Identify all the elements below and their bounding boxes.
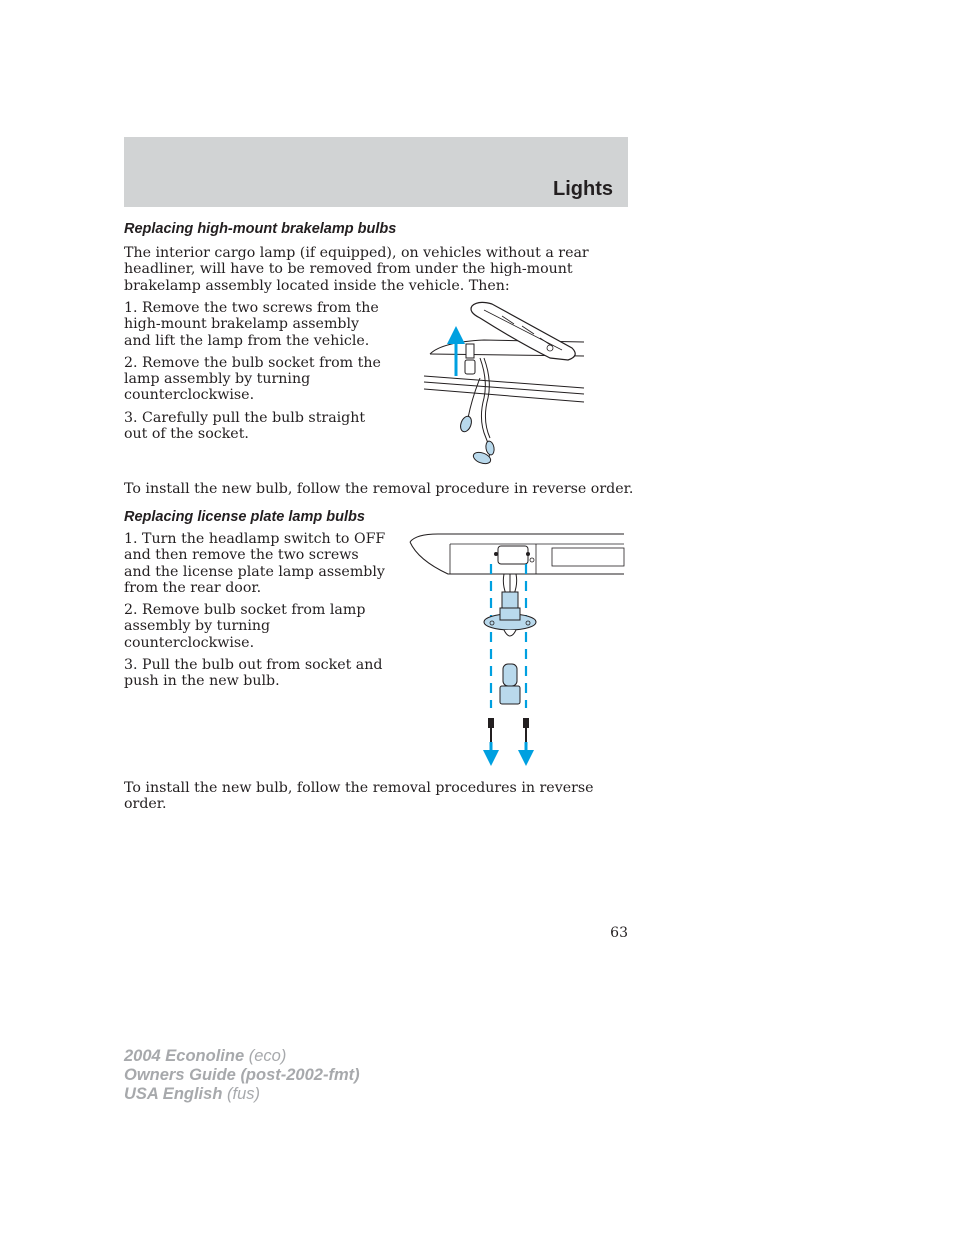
footer-guide: Owners Guide (post-2002-fmt) [124,1066,360,1084]
section-title-license-plate: Replacing license plate lamp bulbs [124,509,365,525]
brakelamp-step-3: 3. Carefully pull the bulb straight out of the socket. [124,409,366,443]
brakelamp-step-1: 1. Remove the two screws from the high-mount brakelamp assembly and lift the lamp from the vehicle. [124,300,379,349]
license-outro: To install the new bulb, follow the removal procedures in reverse order. [124,780,594,813]
footer [124,1047,360,1104]
footer-model: 2004 Econoline [124,1047,245,1065]
brakelamp-illustration [422,298,586,470]
license-step-3: 3. Pull the bulb out from socket and push in the new bulb. [124,657,383,690]
license-step-2: 2. Remove bulb socket from lamp assembly by turning counterclockwise. [124,602,366,651]
license-step-1: 1. Turn the headlamp switch to OFF and then remove the two screws and the license plate lamp assembly from the rear door. [124,531,386,596]
footer-line-2 [124,1066,360,1085]
license-plate-lamp-illustration [408,528,626,770]
footer-language: USA English [124,1085,223,1103]
footer-line-3 [124,1085,360,1104]
header-band [124,137,628,207]
footer-line-1 [124,1047,360,1066]
page-number: 63 [610,925,628,941]
section-title-brakelamp: Replacing high-mount brakelamp bulbs [124,221,397,237]
license-steps [124,531,386,696]
brakelamp-steps [124,300,386,448]
footer-language-code: (fus) [227,1085,260,1103]
brakelamp-outro: To install the new bulb, follow the removal procedure in reverse order. [124,481,634,497]
page-title: Lights [553,178,613,200]
brakelamp-step-2: 2. Remove the bulb socket from the lamp assembly by turning counterclockwise. [124,354,381,404]
brakelamp-intro: The interior cargo lamp (if equipped), on vehicles without a rear headliner, will have to be removed from under the high-mount brakelamp assembly located inside the vehicle. Then: [124,245,589,294]
footer-model-code: (eco) [248,1047,287,1065]
